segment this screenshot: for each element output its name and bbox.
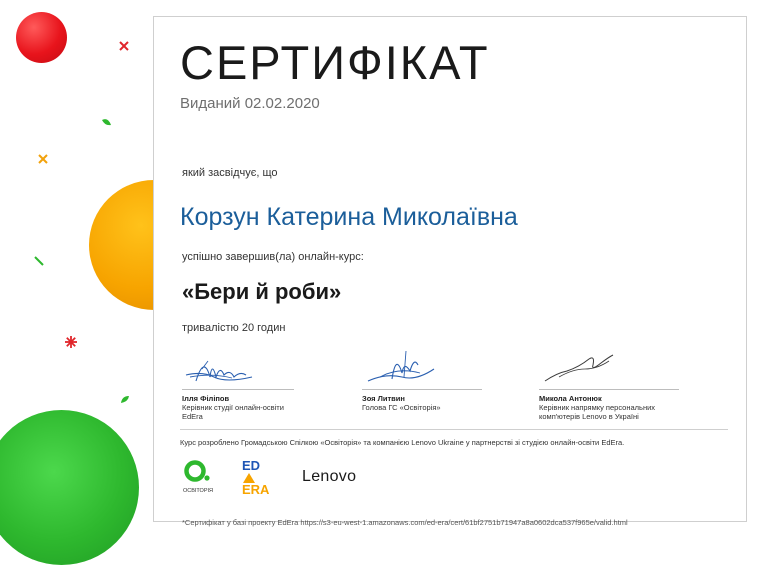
certificate-card	[153, 16, 747, 522]
certificate-title: СЕРТИФІКАТ	[180, 36, 490, 89]
edera-logo	[242, 460, 269, 496]
signature-1-image	[182, 347, 262, 387]
red-ball-decoration	[16, 12, 67, 63]
edera-logo-bottom: ERA	[242, 481, 270, 497]
red-asterisk-icon	[64, 335, 78, 349]
osvitoria-logo-text: ОСВІТОРІЯ	[182, 488, 213, 494]
course-footnote: Курс розроблено Громадською Спілкою «Освіторія» та компанією Lenovo Ukraine у партнерстві зі студією онлайн-освіти EdEra.	[180, 438, 625, 447]
confirm-text: який засвідчує, що	[182, 167, 278, 179]
signatory-role-2: Голова ГС «Освіторія»	[362, 403, 441, 412]
edera-logo-top: ED	[242, 458, 261, 473]
signatory-name-2: Зоя Литвин	[362, 394, 405, 403]
footer-divider	[180, 429, 728, 430]
issue-date: Виданий 02.02.2020	[180, 95, 320, 112]
green-leaf-icon	[101, 118, 113, 128]
signatory-role-1: Керівник студії онлайн-освіти EdEra	[182, 403, 284, 422]
signature-3-image	[539, 347, 619, 387]
green-ball-decoration	[0, 410, 139, 565]
signature-block-2	[362, 347, 482, 412]
signatory-role-3-line2: комп'ютерів Lenovo в Україні	[539, 412, 639, 422]
recipient-name: Корзун Катерина Миколаївна	[180, 203, 518, 231]
signature-block-3	[539, 347, 679, 422]
osvitoria-logo	[180, 460, 216, 494]
lenovo-logo: Lenovo	[302, 468, 357, 485]
verification-link[interactable]: *Сертифікат у базі проекту EdEra https://s3-eu-west-1.amazonaws.com/ed-era/cert/61bf2751b71947a8a0602dca537f965e/valid.html	[182, 518, 628, 527]
osvitoria-o-icon	[180, 460, 216, 482]
signatory-role-3-line1: Керівник напрямку персональних	[539, 403, 656, 412]
green-dash-icon	[33, 255, 45, 267]
course-title: «Бери й роби»	[182, 279, 342, 304]
completed-text: успішно завершив(ла) онлайн-курс:	[182, 251, 364, 263]
red-cross-icon	[118, 40, 130, 52]
duration-text: тривалістю 20 годин	[182, 322, 286, 334]
signature-line-3	[539, 389, 679, 390]
signatory-name-3: Микола Антонюк	[539, 394, 602, 403]
signature-line-2	[362, 389, 482, 390]
orange-cross-icon	[37, 153, 49, 165]
signatory-name-1: Ілля Філіпов	[182, 394, 230, 403]
signature-line-1	[182, 389, 294, 390]
signature-2-image	[362, 347, 442, 387]
signature-block-1	[182, 347, 294, 422]
green-leaf-icon-2	[119, 395, 131, 405]
